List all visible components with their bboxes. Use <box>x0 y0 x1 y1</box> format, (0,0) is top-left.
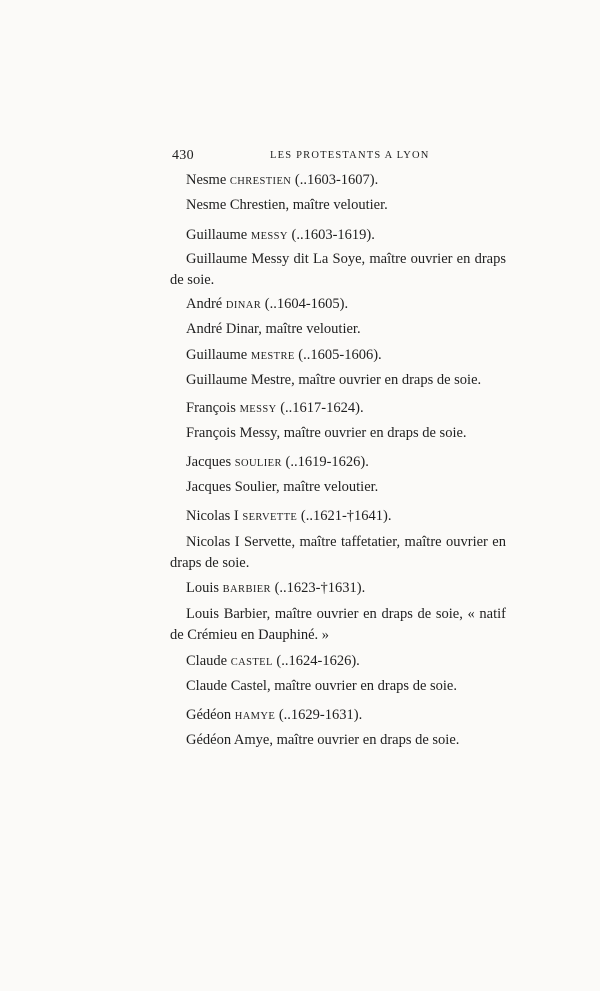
first-name: Guillaume <box>186 227 248 243</box>
surname: HAMYE <box>234 711 276 722</box>
entry-heading <box>170 651 506 673</box>
running-title: LES PROTESTANTS A LYON <box>270 150 430 161</box>
entry-mestre <box>170 345 506 391</box>
first-name: Guillaume <box>186 347 248 363</box>
surname: MESSY <box>239 404 277 415</box>
entry-description: Gédéon Amye, maître ouvrier en draps de soie. <box>186 732 460 748</box>
dates: (..1621-†1641). <box>300 508 392 524</box>
entry-heading <box>170 294 506 316</box>
entry-description: Louis Barbier, maître ouvrier en draps de soie, « natif de Crémieu en Dauphiné. » <box>170 606 506 643</box>
entry-description: François Messy, maître ouvrier en draps de soie. <box>186 425 467 441</box>
dates: (..1603-1619). <box>291 227 375 243</box>
first-name: Nesme <box>186 172 227 188</box>
entry-description: André Dinar, maître veloutier. <box>186 321 361 337</box>
entry-servette <box>170 506 506 574</box>
entry-heading <box>170 170 506 192</box>
surname: MESTRE <box>250 351 295 362</box>
entry-dinar <box>170 294 506 340</box>
entry-description: Guillaume Messy dit La Soye, maître ouvrier en draps de soie. <box>170 251 506 288</box>
entry-heading <box>170 452 506 474</box>
entry-messy-guillaume <box>170 225 506 291</box>
entry-soulier <box>170 452 506 498</box>
entry-description: Claude Castel, maître ouvrier en draps de soie. <box>186 678 457 694</box>
entry-heading <box>170 578 506 600</box>
surname: SERVETTE <box>242 512 298 523</box>
first-name: Jacques <box>186 454 232 470</box>
page-number: 430 <box>172 148 194 163</box>
first-name: Claude <box>186 653 228 669</box>
surname: DINAR <box>225 300 262 311</box>
first-name: André <box>186 296 223 312</box>
entry-barbier <box>170 578 506 646</box>
entry-description: Guillaume Mestre, maître ouvrier en draps de soie. <box>186 372 482 388</box>
entry-messy-francois <box>170 398 506 444</box>
entry-castel <box>170 651 506 697</box>
entry-heading <box>170 345 506 367</box>
entry-description: Nesme Chrestien, maître veloutier. <box>186 197 388 213</box>
dates: (..1617-1624). <box>280 400 364 416</box>
dates: (..1629-1631). <box>278 707 363 723</box>
surname: CASTEL <box>230 657 273 668</box>
dates: (..1605-1606). <box>298 347 382 363</box>
page-header <box>172 148 502 168</box>
first-name: Nicolas I <box>186 508 239 524</box>
entry-heading <box>170 225 506 247</box>
dates: (..1624-1626). <box>276 653 360 669</box>
dates: (..1623-†1631). <box>274 580 366 596</box>
dates: (..1604-1605). <box>264 296 349 312</box>
surname: CHRESTIEN <box>229 176 292 187</box>
entry-chrestien <box>170 170 506 216</box>
first-name: François <box>186 400 236 416</box>
entry-heading <box>170 705 506 727</box>
entry-heading <box>170 398 506 420</box>
entry-hamye <box>170 705 506 751</box>
first-name: Gédéon <box>186 707 232 723</box>
first-name: Louis <box>186 580 220 596</box>
dates: (..1603-1607). <box>294 172 379 188</box>
surname: BARBIER <box>222 584 271 595</box>
entry-heading <box>170 506 506 528</box>
entry-description: Nicolas I Servette, maître taffetatier, maître ouvrier en draps de soie. <box>170 534 506 571</box>
surname: MESSY <box>250 231 288 242</box>
surname: SOULIER <box>234 458 282 469</box>
entry-description: Jacques Soulier, maître veloutier. <box>186 479 379 495</box>
dates: (..1619-1626). <box>285 454 369 470</box>
